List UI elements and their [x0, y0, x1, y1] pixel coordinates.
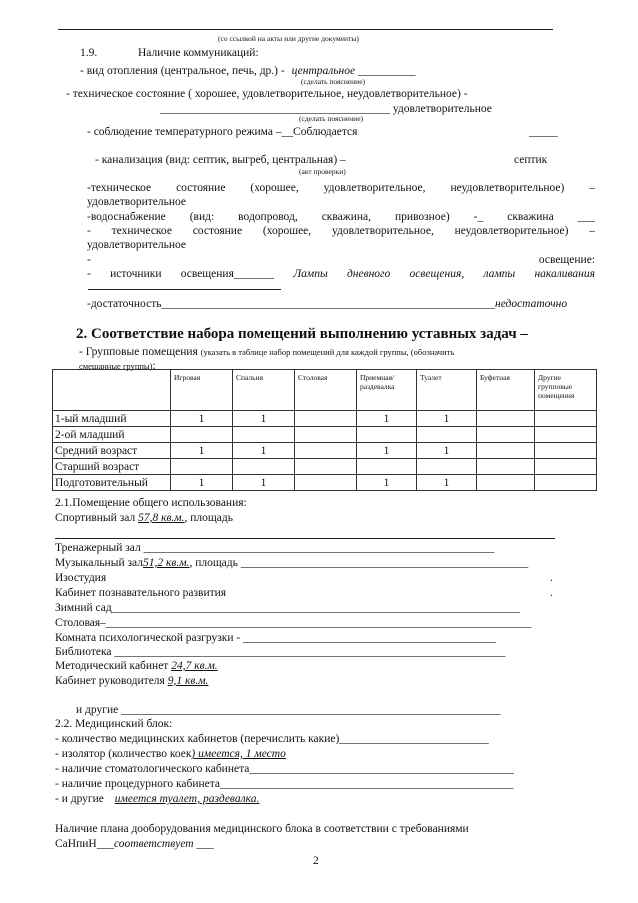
- sufficiency-line: [87, 297, 567, 311]
- temperature-label: - соблюдение температурного режима –__Соблюдается: [87, 126, 358, 138]
- heating-label: - вид отопления (центральное, печь, др.) -: [80, 65, 285, 77]
- other-rooms-line: и другие __________________________________________________________________: [76, 704, 501, 716]
- table-row: [53, 411, 597, 427]
- light-sources-rule: [88, 289, 281, 290]
- table-cell: 1: [171, 443, 233, 459]
- table-cell: [233, 459, 295, 475]
- table-cell: Подготовительный: [53, 475, 171, 491]
- sewer-value: септик: [514, 154, 548, 166]
- plan-sanpin-value: соответствует: [113, 838, 194, 850]
- table-header-cell: Игровая: [171, 370, 233, 411]
- table-cell: [417, 427, 477, 443]
- cognitive-room-dot: .: [550, 587, 553, 599]
- table-cell: 1: [233, 411, 295, 427]
- heating-note: (сделать пояснение): [301, 77, 366, 86]
- table-cell: [295, 411, 357, 427]
- table-header-row: [53, 370, 597, 411]
- table-cell: [477, 411, 535, 427]
- section-2-title: 2. Соответствие набора помещений выполнению уставных задач –: [76, 326, 528, 342]
- sufficiency-value: недостаточно: [494, 298, 568, 310]
- sufficiency-blank: __________________________________________________________: [161, 298, 495, 310]
- method-room-line: [55, 659, 218, 673]
- table-cell: 1: [357, 443, 417, 459]
- table-cell: Средний возраст: [53, 443, 171, 459]
- table-header-cell: Другие групповые помещения: [535, 370, 597, 411]
- table-cell: [535, 459, 597, 475]
- temperature-tail: _____: [529, 126, 558, 138]
- table-cell: [295, 475, 357, 491]
- water-state-line-1: - техническое состояние (хорошее, удовлетворительное, неудовлетворительное) –: [87, 225, 595, 237]
- cognitive-room-label: Кабинет познавательного развития: [55, 587, 227, 599]
- table-cell: [171, 427, 233, 443]
- tech-state-blank: ________________________________________: [160, 103, 390, 115]
- music-hall-value: 51,2 кв.м.: [142, 557, 190, 569]
- table-cell: [477, 443, 535, 459]
- table-cell: 1: [417, 443, 477, 459]
- head-room-value: 9,1 кв.м.: [167, 675, 209, 687]
- isolator-label: - изолятор (количество коек: [55, 748, 192, 760]
- dental-line: - наличие стоматологического кабинета______________________________________________: [55, 763, 514, 775]
- gym-line: Тренажерный зал _____________________________________________________________: [55, 542, 495, 554]
- sufficiency-label: -достаточность: [87, 298, 162, 310]
- isolator-value: ) имеется, 1 место: [191, 748, 286, 760]
- tech-state-value: удовлетворительное: [392, 103, 492, 115]
- section-2-subtitle-2: смешанные группы):: [79, 360, 156, 372]
- head-room-line: [55, 674, 208, 688]
- izostudio-label: Изостудия: [55, 572, 107, 584]
- plan-line-1: Наличие плана дооборудования медицинского блока в соответствии с требованиями: [55, 823, 469, 835]
- izostudio-dot: .: [550, 572, 553, 584]
- tech-state-note: (сделать пояснение): [299, 114, 364, 123]
- dining-line: Столовая–__________________________________________________________________________: [55, 617, 532, 629]
- plan-line-2: СаНпиН___соответствует ___: [55, 838, 214, 850]
- table-row: [53, 459, 597, 475]
- table-cell: 1: [171, 411, 233, 427]
- sewer-note: (акт проверки): [299, 167, 346, 176]
- table-cell: 1: [171, 475, 233, 491]
- table-cell: 1: [417, 411, 477, 427]
- music-hall-label: Музыкальный зал: [55, 557, 143, 569]
- table-header-cell: Туалет: [417, 370, 477, 411]
- music-hall-line: Музыкальный зал51,2 кв.м., площадь __________________________________________________: [55, 557, 529, 569]
- dental-label: - наличие стоматологического кабинета: [55, 763, 250, 775]
- table-cell: 1: [233, 443, 295, 459]
- table-cell: [295, 443, 357, 459]
- table-cell: [295, 459, 357, 475]
- table-cell: [171, 459, 233, 475]
- head-room-label: Кабинет руководителя: [55, 675, 165, 687]
- method-room-value: 24,7 кв.м.: [171, 660, 218, 672]
- table-header-cell: Спальня: [233, 370, 295, 411]
- light-sources-line: - источники освещения_______ Лампы дневного освещения, лампы накаливания: [87, 268, 595, 280]
- top-rule: [58, 29, 553, 30]
- table-cell: Старший возраст: [53, 459, 171, 475]
- table-cell: [535, 443, 597, 459]
- med-other-label: - и другие: [55, 793, 104, 805]
- group-rooms-note-2: смешанные группы): [79, 361, 153, 371]
- gym-label: Тренажерный зал: [55, 542, 141, 554]
- sport-hall-rule: [55, 538, 555, 539]
- section-2-2-title: 2.2. Медицинский блок:: [55, 718, 173, 730]
- table-cell: [477, 427, 535, 443]
- isolator-line: [55, 747, 286, 761]
- table-cell: [477, 475, 535, 491]
- heating-value: центральное: [291, 65, 356, 77]
- water-line: -водоснабжение (вид: водопровод, скважина, привозное) -_ скважина ___: [87, 211, 595, 223]
- table-cell: [357, 459, 417, 475]
- top-caption: (со ссылкой на акты или другие документы): [218, 34, 359, 43]
- sport-hall-value: 57,8 кв.м.: [138, 512, 185, 524]
- psy-room-label: Комната психологической разгрузки -: [55, 632, 241, 644]
- table-cell: 1: [357, 475, 417, 491]
- lighting-line: - освещение:: [87, 254, 595, 266]
- sewer-state-line-2: удовлетворительное: [87, 196, 187, 208]
- group-rooms-table: [52, 369, 597, 491]
- table-header-cell: Буфетная: [477, 370, 535, 411]
- table-cell: [535, 427, 597, 443]
- table-cell: [357, 427, 417, 443]
- sewer-label: - канализация (вид: септик, выгреб, центральная) –: [95, 154, 346, 166]
- page-number: 2: [313, 855, 319, 867]
- med-other-line: [55, 792, 259, 806]
- method-room-label: Методический кабинет: [55, 660, 169, 672]
- med-count-label: - количество медицинских кабинетов (перечислить какие): [55, 733, 340, 745]
- table-cell: [477, 459, 535, 475]
- table-cell: 1: [357, 411, 417, 427]
- table-row: [53, 475, 597, 491]
- water-state-line-2: удовлетворительное: [87, 239, 187, 251]
- med-other-value: имеется туалет, раздевалка.: [114, 793, 260, 805]
- table-cell: [417, 459, 477, 475]
- procedural-line: - наличие процедурного кабинета___________________________________________________: [55, 778, 514, 790]
- table-cell: 2-ой младший: [53, 427, 171, 443]
- dining-label: Столовая–: [55, 617, 106, 629]
- section-2-subtitle: [79, 345, 454, 359]
- med-count-line: - количество медицинских кабинетов (перечислить какие)__________________________: [55, 733, 489, 745]
- section-1-9-number: 1.9.: [80, 47, 98, 59]
- table-header-cell: Столовая: [295, 370, 357, 411]
- group-rooms-note: (указать в таблице набор помещений для каждой группы, (обозначить: [200, 347, 455, 357]
- other-rooms-label: и другие: [76, 704, 119, 716]
- procedural-label: - наличие процедурного кабинета: [55, 778, 220, 790]
- heating-line: [80, 64, 415, 78]
- table-cell: [295, 427, 357, 443]
- table-header-cell: Приемная/ раздевалка: [357, 370, 417, 411]
- tech-state-label: - техническое состояние ( хорошее, удовлетворительное, неудовлетворительное) -: [66, 88, 468, 100]
- library-label: Библиотека: [55, 646, 112, 658]
- psy-room-line: Комната психологической разгрузки - ____________________________________________: [55, 632, 497, 644]
- table-cell: [535, 411, 597, 427]
- table-cell: 1-ый младший: [53, 411, 171, 427]
- heating-blank: __________: [357, 65, 416, 77]
- winter-garden-line: Зимний сад_______________________________________________________________________: [55, 602, 520, 614]
- sport-hall-line: Спортивный зал 57,8 кв.м., площадь: [55, 512, 233, 524]
- table-header-cell: [53, 370, 171, 411]
- plan-sanpin-label: СаНпиН___: [55, 838, 114, 850]
- section-2-1-title: 2.1.Помещение общего использования:: [55, 497, 247, 509]
- table-row: [53, 427, 597, 443]
- table-row: [53, 443, 597, 459]
- table-cell: 1: [417, 475, 477, 491]
- group-rooms-label: - Групповые помещения: [79, 346, 198, 358]
- table-cell: [535, 475, 597, 491]
- section-1-9-title: Наличие коммуникаций:: [138, 47, 259, 59]
- winter-garden-label: Зимний сад: [55, 602, 112, 614]
- table-cell: 1: [233, 475, 295, 491]
- table-cell: [233, 427, 295, 443]
- sport-hall-label: Спортивный зал: [55, 512, 136, 524]
- library-line: Библиотека ____________________________________________________________________: [55, 646, 506, 658]
- sewer-state-line-1: -техническое состояние (хорошее, удовлетворительное, неудовлетворительное) –: [87, 182, 595, 194]
